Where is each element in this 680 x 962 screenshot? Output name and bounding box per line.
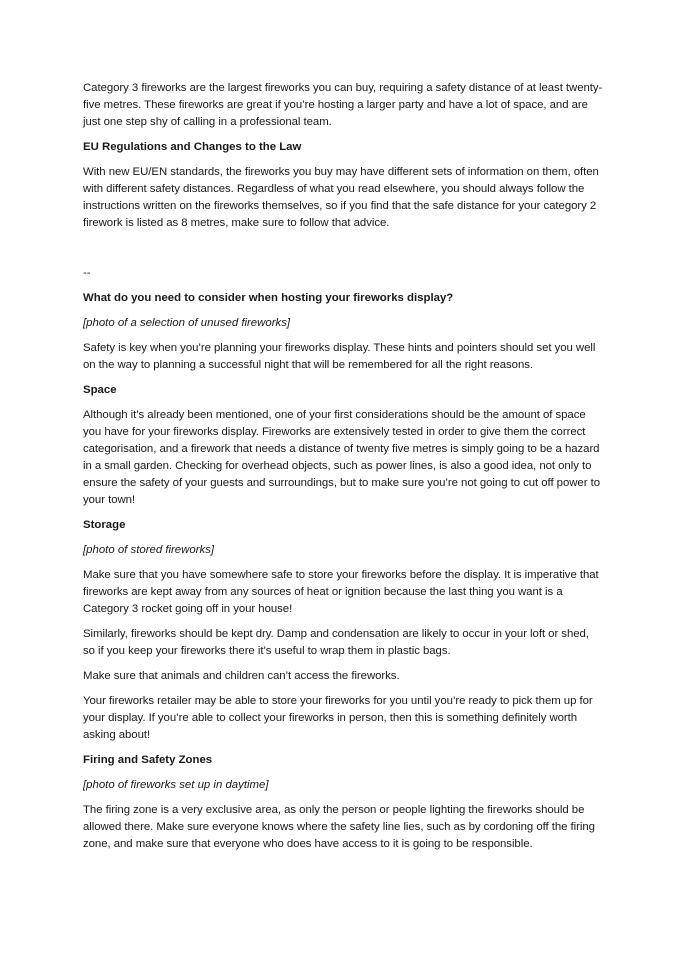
photo-placeholder-stored-fireworks: [photo of stored fireworks]	[83, 544, 215, 556]
photo-placeholder-daytime-setup: [photo of fireworks set up in daytime]	[83, 779, 269, 791]
section-separator: --	[83, 267, 91, 279]
paragraph-storage-safe: Make sure that you have somewhere safe to store your fireworks before the display. It is imperative that fireworks are kept away from any sources of heat or ignition because the last thing you want is a Category 3 rocket going off in your house!	[83, 569, 599, 615]
paragraph-safety-key: Safety is key when you’re planning your fireworks display. These hints and pointers should set you well on the way to planning a successful night that will be remembered for all the right reasons.	[83, 342, 596, 371]
heading-eu-regulations: EU Regulations and Changes to the Law	[83, 141, 302, 153]
paragraph-storage-access: Make sure that animals and children can’t access the fireworks.	[83, 670, 400, 682]
paragraph-storage-dry: Similarly, fireworks should be kept dry. Damp and condensation are likely to occur in your loft or shed, so if you keep your fireworks there it’s useful to wrap them in plastic bags.	[83, 628, 589, 657]
photo-placeholder-unused-fireworks: [photo of a selection of unused fireworks]	[83, 317, 291, 329]
paragraph-space: Although it’s already been mentioned, one of your first considerations should be the amount of space you have for your fireworks display. Fireworks are extensively tested in order to give them the correct categorisation, and a firework that needs a distance of twenty five metres is simply going to be a hazard in a small garden. Checking for overhead objects, such as power lines, is also a good idea, not only to ensure the safety of your guests and surroundings, but to make sure you’re not going to cut off power to your town!	[83, 409, 600, 506]
paragraph-category-3: Category 3 fireworks are the largest fireworks you can buy, requiring a safety distance of at least twenty-five metres. These fireworks are great if you’re hosting a larger party and have a lot of space, and are just one step shy of calling in a professional team.	[83, 82, 603, 128]
paragraph-firing-zone: The firing zone is a very exclusive area, as only the person or people lighting the fireworks should be allowed there. Make sure everyone knows where the safety line lies, such as by cordoning off the firing zone, and make sure that everyone who does have access to it is going to be responsible.	[83, 804, 595, 850]
heading-firing-zones: Firing and Safety Zones	[83, 754, 213, 766]
paragraph-storage-retailer: Your fireworks retailer may be able to store your fireworks for you until you’re ready to pick them up for your display. If you’re able to collect your fireworks in person, then this is something definitely worth asking about!	[83, 695, 593, 741]
paragraph-eu-standards: With new EU/EN standards, the fireworks you buy may have different sets of information on them, often with different safety distances. Regardless of what you read elsewhere, you should always follow the instructions written on the fireworks themselves, so if you find that the safe distance for your category 2 firework is listed as 8 metres, make sure to follow that advice.	[83, 166, 599, 229]
heading-what-to-consider: What do you need to consider when hosting your fireworks display?	[83, 292, 454, 304]
heading-storage: Storage	[83, 519, 126, 531]
section-gap	[83, 240, 603, 265]
heading-space: Space	[83, 384, 117, 396]
document-page	[83, 80, 603, 861]
